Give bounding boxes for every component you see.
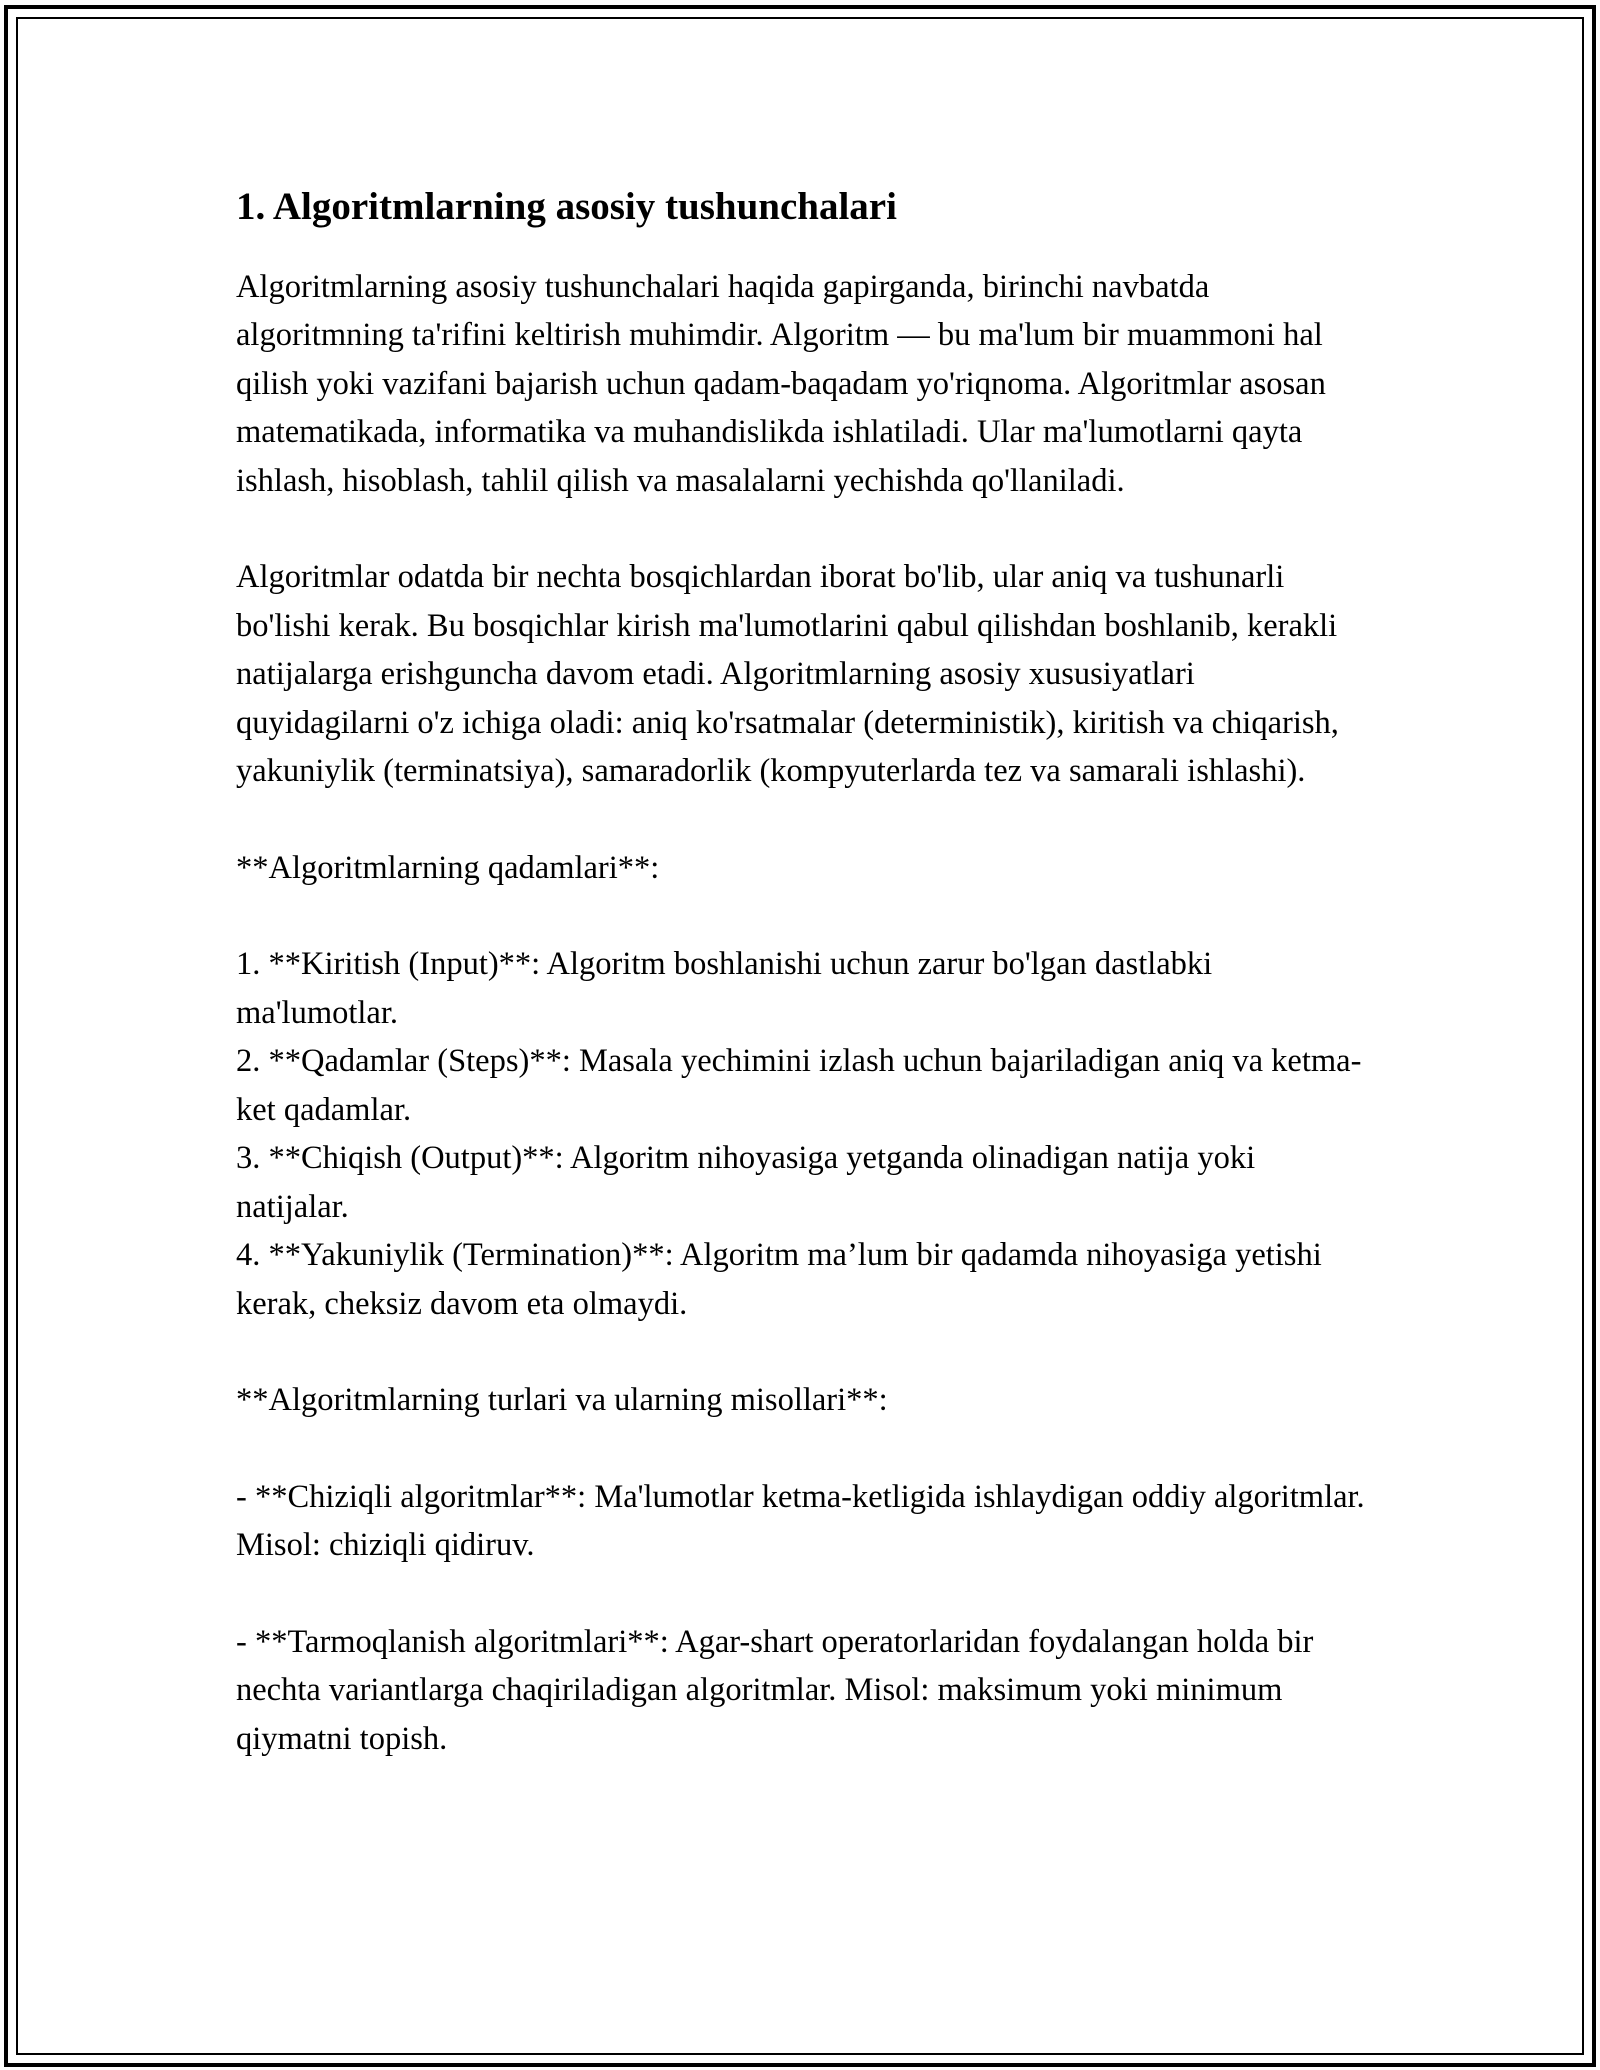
types-heading: **Algoritmlarning turlari va ularning misollari**: (236, 1382, 888, 1419)
paragraph-definition: Algoritmlarning asosiy tushunchalari haqida gapirganda, birinchi navbatda algoritmning ta'rifini keltirish muhimdir. Algoritm — bu ma'lum bir muammoni hal qilish yoki vazifani bajarish uchun qadam-baqadam yo'riqnoma. Algoritmlar asosan matematikada, informatika va muhandislikda ishlatiladi. Ular ma'lumotlarni qayta ishlash, hisoblash, tahlil qilish va masalalarni yechishda qo'llaniladi. (236, 268, 1326, 499)
list-item-step-4: 4. **Yakuniylik (Termination)**: Algoritm ma’lum bir qadamda nihoyasiga yetishi kerak, cheksiz davom eta olmaydi. (236, 1237, 1322, 1322)
steps-heading: **Algoritmlarning qadamlari**: (236, 849, 660, 886)
list-item-step-2: 2. **Qadamlar (Steps)**: Masala yechimini izlash uchun bajariladigan aniq va ketma-ket qadamlar. (236, 1043, 1362, 1128)
paragraph-properties: Algoritmlar odatda bir nechta bosqichlardan iborat bo'lib, ular aniq va tushunarli bo'lishi kerak. Bu bosqichlar kirish ma'lumotlarini qabul qilishdan boshlanib, kerakli natijalarga erishguncha davom etadi. Algoritmlarning asosiy xususiyatlari quyidagilarni o'z ichiga oladi: aniq ko'rsatmalar (deterministik), kiritish va chiqarish, yakuniylik (terminatsiya), samaradorlik (kompyuterlarda tez va samarali ishlashi). (236, 559, 1339, 790)
steps-list (236, 940, 1376, 1328)
list-item-linear-algorithms: - **Chiziqli algoritmlar**: Ma'lumotlar ketma-ketligida ishlaydigan oddiy algoritmlar. Misol: chiziqli qidiruv. (236, 1478, 1365, 1564)
list-item-step-3: 3. **Chiqish (Output)**: Algoritm nihoyasiga yetganda olinadigan natija yoki natijalar. (236, 1140, 1256, 1225)
section-heading: 1. Algoritmlarning asosiy tushunchalari (236, 185, 897, 228)
document-body (236, 182, 1376, 1811)
list-item-branching-algorithms: - **Tarmoqlanish algoritmlari**: Agar-shart operatorlaridan foydalangan holda bir nechta variantlarga chaqiriladigan algoritmlar. Misol: maksimum yoki minimum qiymatni topish. (236, 1623, 1314, 1757)
list-item-step-1: 1. **Kiritish (Input)**: Algoritm boshlanishi uchun zarur bo'lgan dastlabki ma'lumotlar. (236, 946, 1213, 1031)
